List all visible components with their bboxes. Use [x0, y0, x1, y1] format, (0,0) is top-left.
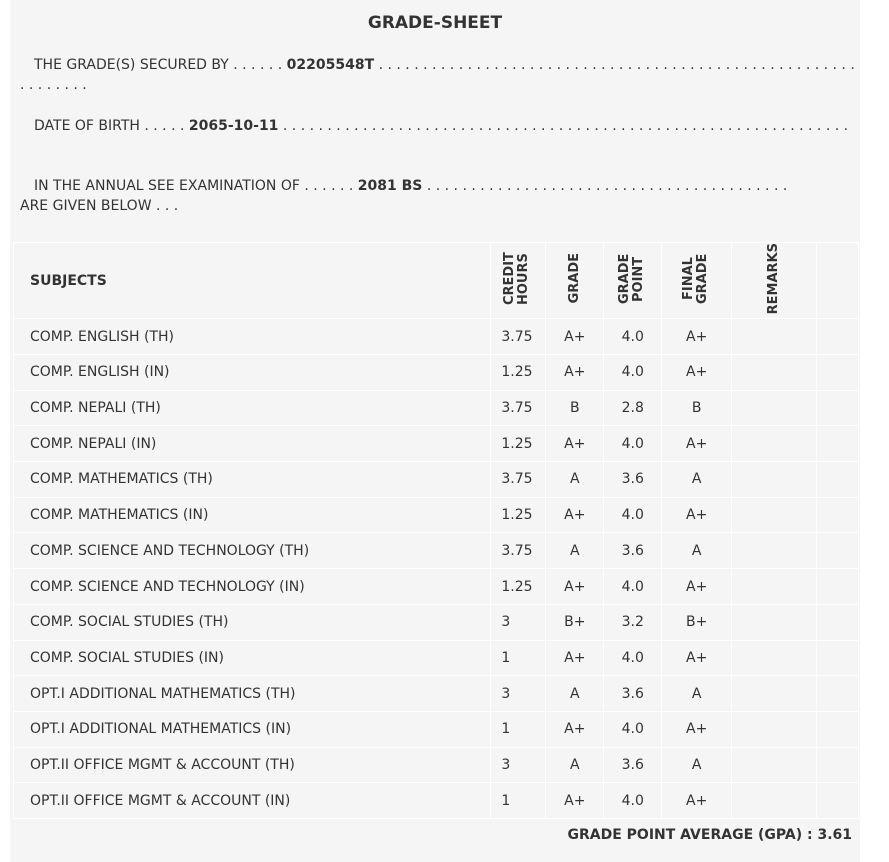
- grades-table: [13, 242, 859, 819]
- blank-cell: [817, 355, 859, 391]
- blank-cell: [817, 390, 859, 426]
- blank-cell: [817, 497, 859, 533]
- grade-cell: A+: [546, 355, 604, 391]
- blank-cell: [817, 711, 859, 747]
- remarks-cell: [732, 426, 817, 462]
- blank-cell: [817, 747, 859, 783]
- blank-cell: [817, 604, 859, 640]
- grade-cell: A+: [546, 711, 604, 747]
- grade-point-cell: 4.0: [604, 426, 662, 462]
- grade-cell: A: [546, 533, 604, 569]
- subject-cell: COMP. MATHEMATICS (IN): [14, 497, 491, 533]
- remarks-cell: [732, 355, 817, 391]
- header-subjects: SUBJECTS: [14, 243, 491, 319]
- grade-cell: A+: [546, 426, 604, 462]
- final-grade-cell: A+: [662, 711, 732, 747]
- grade-cell: A+: [546, 319, 604, 355]
- grade-point-cell: 3.6: [604, 462, 662, 498]
- header-final-grade: FINAL GRADE: [662, 243, 732, 319]
- blank-cell: [817, 569, 859, 605]
- final-grade-cell: B: [662, 390, 732, 426]
- remarks-cell: [732, 711, 817, 747]
- subject-cell: COMP. ENGLISH (IN): [14, 355, 491, 391]
- remarks-cell: [732, 783, 817, 819]
- table-row: [14, 355, 859, 391]
- grade-point-cell: 3.6: [604, 533, 662, 569]
- grade-sheet: [10, 0, 860, 862]
- subject-cell: COMP. MATHEMATICS (TH): [14, 462, 491, 498]
- grade-cell: A: [546, 747, 604, 783]
- table-row: [14, 569, 859, 605]
- grade-cell: A+: [546, 640, 604, 676]
- final-grade-cell: A+: [662, 569, 732, 605]
- final-grade-cell: A+: [662, 783, 732, 819]
- gpa-label: GRADE POINT AVERAGE (GPA) :: [567, 827, 813, 843]
- grade-point-cell: 3.6: [604, 747, 662, 783]
- blank-cell: [817, 533, 859, 569]
- table-header-row: [14, 243, 859, 319]
- remarks-cell: [732, 462, 817, 498]
- grade-cell: A+: [546, 783, 604, 819]
- grade-cell: B+: [546, 604, 604, 640]
- blank-cell: [817, 462, 859, 498]
- table-row: [14, 747, 859, 783]
- credit-hours-cell: 3: [491, 676, 546, 712]
- subject-cell: COMP. SCIENCE AND TECHNOLOGY (IN): [14, 569, 491, 605]
- secured-by-line: [20, 55, 856, 95]
- grade-point-cell: 4.0: [604, 783, 662, 819]
- grade-point-cell: 4.0: [604, 569, 662, 605]
- grade-cell: A: [546, 676, 604, 712]
- blank-cell: [817, 676, 859, 712]
- header-grade-point: GRADE POINT: [604, 243, 662, 319]
- header-credit-hours: CREDIT HOURS: [491, 243, 546, 319]
- credit-hours-cell: 3.75: [491, 533, 546, 569]
- grade-cell: A: [546, 462, 604, 498]
- header-remarks: REMARKS: [732, 243, 817, 319]
- header-grade: GRADE: [546, 243, 604, 319]
- subject-cell: COMP. NEPALI (IN): [14, 426, 491, 462]
- subject-cell: COMP. NEPALI (TH): [14, 390, 491, 426]
- blank-cell: [817, 640, 859, 676]
- subject-cell: OPT.I ADDITIONAL MATHEMATICS (TH): [14, 676, 491, 712]
- grade-point-cell: 3.2: [604, 604, 662, 640]
- remarks-cell: [732, 497, 817, 533]
- remarks-cell: [732, 569, 817, 605]
- grade-point-cell: 4.0: [604, 640, 662, 676]
- blank-cell: [817, 783, 859, 819]
- grade-cell: A+: [546, 569, 604, 605]
- table-row: [14, 604, 859, 640]
- final-grade-cell: B+: [662, 604, 732, 640]
- grade-point-cell: 4.0: [604, 355, 662, 391]
- table-row: [14, 390, 859, 426]
- credit-hours-cell: 1: [491, 711, 546, 747]
- credit-hours-cell: 1.25: [491, 355, 546, 391]
- subject-cell: OPT.I ADDITIONAL MATHEMATICS (IN): [14, 711, 491, 747]
- remarks-cell: [732, 640, 817, 676]
- exam-line: [20, 176, 856, 216]
- final-grade-cell: A+: [662, 355, 732, 391]
- grade-point-cell: 2.8: [604, 390, 662, 426]
- final-grade-cell: A: [662, 533, 732, 569]
- remarks-cell: [732, 676, 817, 712]
- exam-label: IN THE ANNUAL SEE EXAMINATION OF . . . . . .: [34, 178, 354, 194]
- header-blank: [817, 243, 859, 319]
- table-row: [14, 462, 859, 498]
- table-row: [14, 533, 859, 569]
- final-grade-cell: A+: [662, 497, 732, 533]
- grade-point-cell: 4.0: [604, 711, 662, 747]
- remarks-cell: [732, 604, 817, 640]
- grade-point-cell: 3.6: [604, 676, 662, 712]
- table-row: [14, 426, 859, 462]
- table-row: [14, 711, 859, 747]
- credit-hours-cell: 1.25: [491, 426, 546, 462]
- exam-suffix: ARE GIVEN BELOW . . .: [20, 198, 179, 214]
- remarks-cell: [732, 533, 817, 569]
- final-grade-cell: A: [662, 747, 732, 783]
- gpa-summary: [568, 827, 853, 843]
- table-row: [14, 497, 859, 533]
- subject-cell: OPT.II OFFICE MGMT & ACCOUNT (IN): [14, 783, 491, 819]
- subject-cell: OPT.II OFFICE MGMT & ACCOUNT (TH): [14, 747, 491, 783]
- credit-hours-cell: 3: [491, 604, 546, 640]
- final-grade-cell: A: [662, 462, 732, 498]
- exam-year: 2081 BS: [357, 178, 423, 194]
- grade-cell: B: [546, 390, 604, 426]
- blank-cell: [817, 319, 859, 355]
- gpa-value: 3.61: [817, 827, 852, 843]
- credit-hours-cell: 1.25: [491, 569, 546, 605]
- dob-label: DATE OF BIRTH . . . . .: [34, 118, 185, 134]
- grade-point-cell: 4.0: [604, 319, 662, 355]
- subject-cell: COMP. SOCIAL STUDIES (TH): [14, 604, 491, 640]
- grade-cell: A+: [546, 497, 604, 533]
- blank-cell: [817, 426, 859, 462]
- table-row: [14, 319, 859, 355]
- grade-point-cell: 4.0: [604, 497, 662, 533]
- credit-hours-cell: 3.75: [491, 462, 546, 498]
- credit-hours-cell: 3: [491, 747, 546, 783]
- credit-hours-cell: 1.25: [491, 497, 546, 533]
- credit-hours-cell: 3.75: [491, 319, 546, 355]
- final-grade-cell: A+: [662, 319, 732, 355]
- credit-hours-cell: 1: [491, 640, 546, 676]
- subject-cell: COMP. SOCIAL STUDIES (IN): [14, 640, 491, 676]
- final-grade-cell: A+: [662, 426, 732, 462]
- remarks-cell: [732, 747, 817, 783]
- table-row: [14, 640, 859, 676]
- exam-trail: . . . . . . . . . . . . . . . . . . . . . . . . . . . . . . . . . . . . . . . . .: [426, 178, 788, 194]
- dob-trail: . . . . . . . . . . . . . . . . . . . . . . . . . . . . . . . . . . . . . . . . . . . . . . . . . . . . . . . . . . . . . . . .: [282, 118, 849, 134]
- subject-cell: COMP. ENGLISH (TH): [14, 319, 491, 355]
- table-row: [14, 676, 859, 712]
- page-title: GRADE-SHEET: [367, 13, 503, 33]
- credit-hours-cell: 3.75: [491, 390, 546, 426]
- secured-by-trail: . . . . . . . . . . . . . . . . . . . . . . . . . . . . . . . . . . . . . . . . . . . . . . . . . . . . . . . . . . . . . .: [20, 57, 855, 93]
- remarks-cell: [732, 390, 817, 426]
- credit-hours-cell: 1: [491, 783, 546, 819]
- dob-value: 2065-10-11: [188, 118, 279, 134]
- symbol-number: 02205548T: [286, 57, 375, 73]
- final-grade-cell: A+: [662, 640, 732, 676]
- secured-by-label: THE GRADE(S) SECURED BY . . . . . .: [34, 57, 283, 73]
- final-grade-cell: A: [662, 676, 732, 712]
- dob-line: [20, 116, 856, 136]
- table-row: [14, 783, 859, 819]
- subject-cell: COMP. SCIENCE AND TECHNOLOGY (TH): [14, 533, 491, 569]
- remarks-cell: [732, 319, 817, 355]
